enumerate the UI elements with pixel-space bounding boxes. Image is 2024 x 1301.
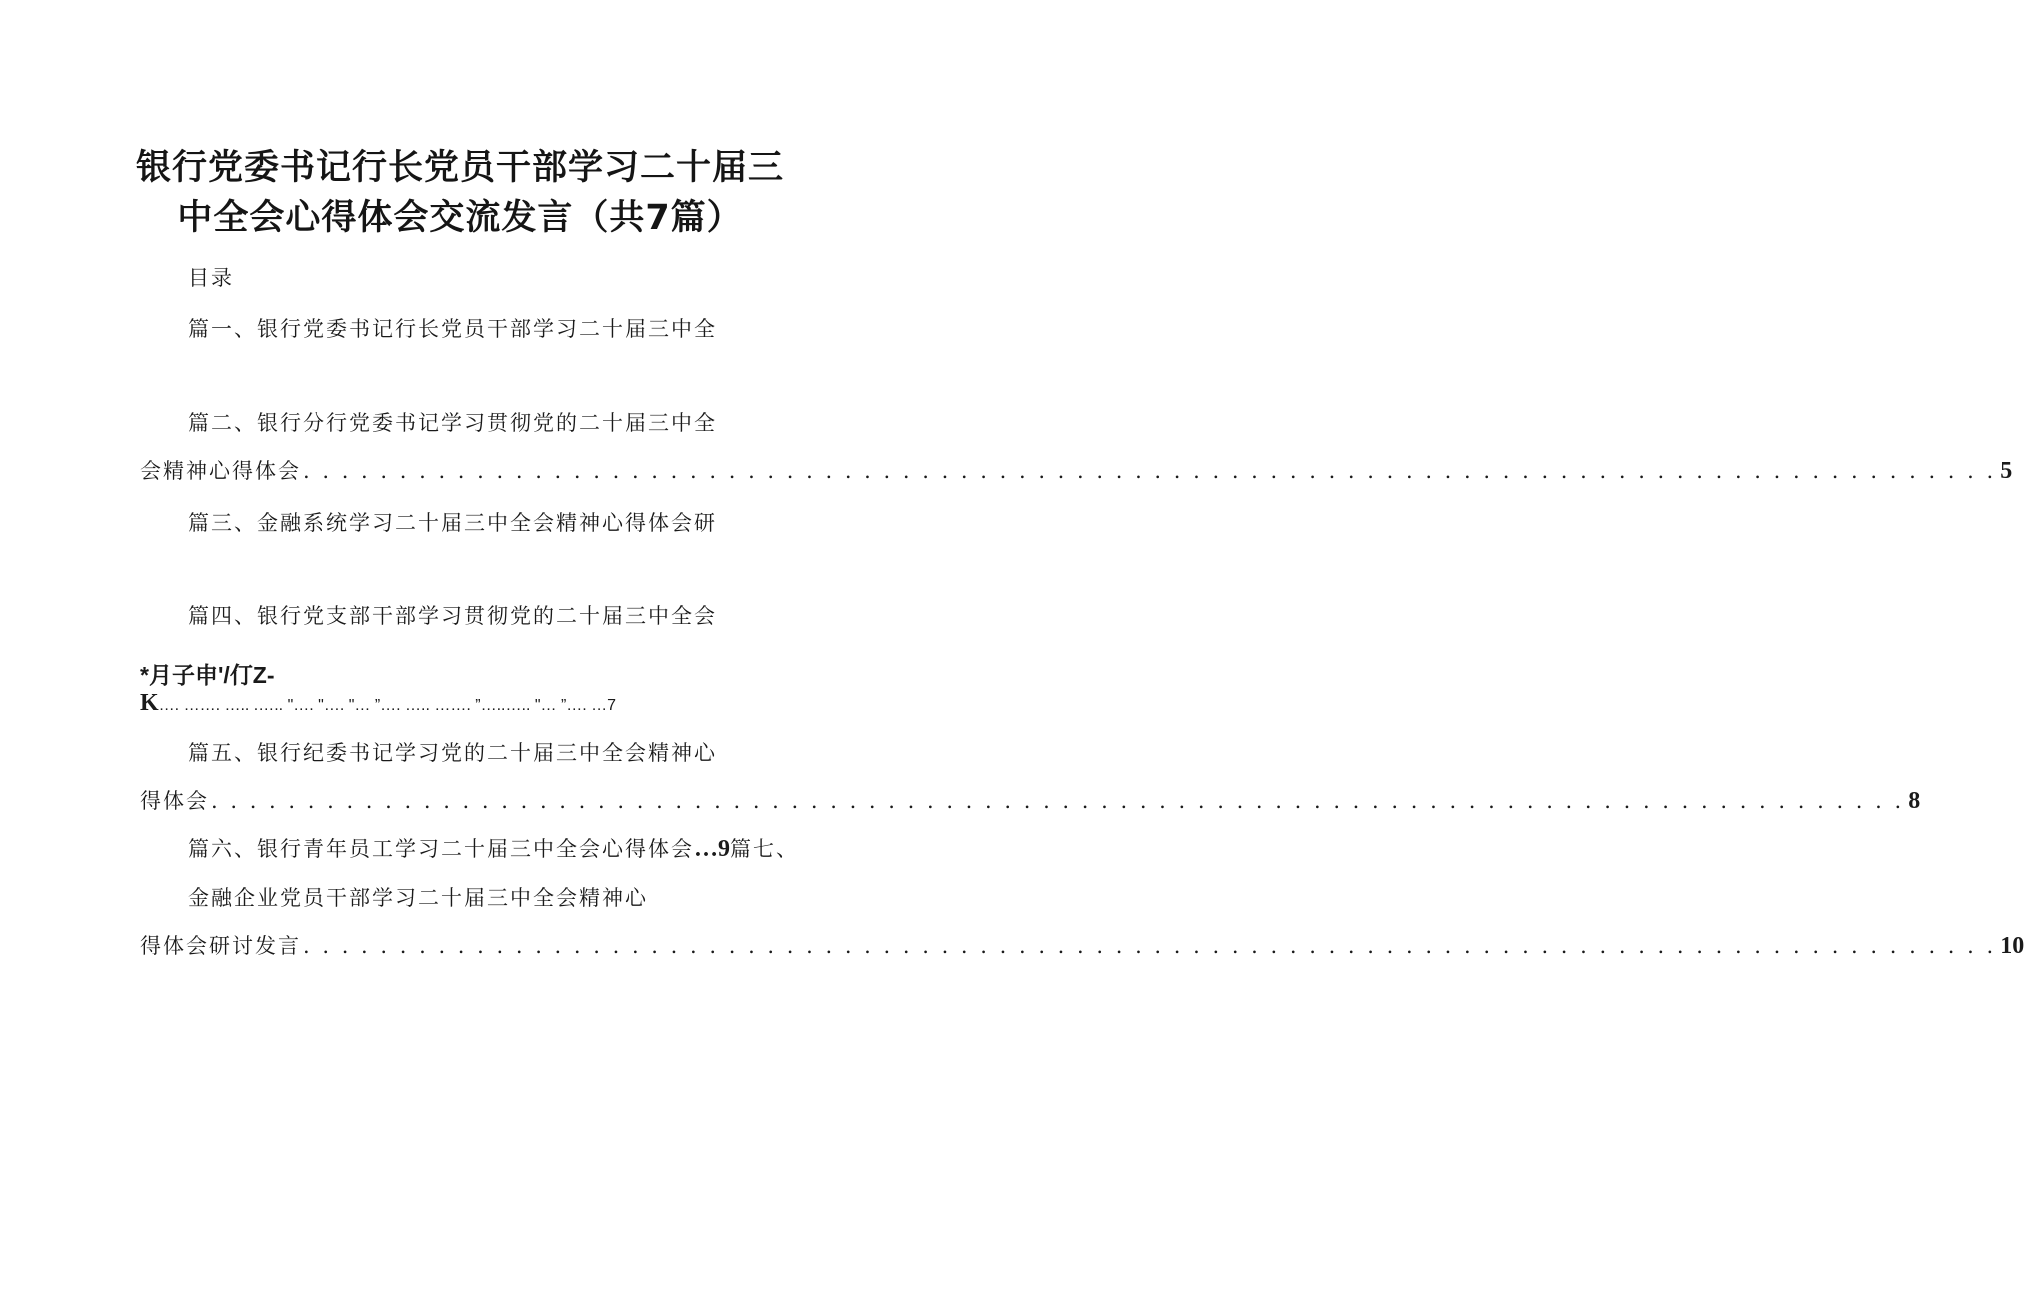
toc-item-4-garbled-line2 — [140, 690, 616, 717]
document-title-line2: 中全会心得体会交流发言（共7篇） — [177, 198, 743, 238]
toc-item-6-text: 篇六、银行青年员工学习二十届三中全会心得体会 — [188, 837, 694, 861]
toc-leader-dots: . . . . . . . . . . . . . . . . . . . . . . . . . . . . . . . . . . . . . . . . . . . . . . . . . . . . . . . . . . . . . . . . . . . . . . . . . . . . . . . . . . . . . . . . — [303, 459, 1997, 483]
toc-item-3: 篇三、金融系统学习二十届三中全会精神心得体会研 — [188, 511, 717, 535]
toc-item-7-line1: 金融企业党员干部学习二十届三中全会精神心 — [188, 886, 648, 910]
toc-item-2-line1: 篇二、银行分行党委书记学习贯彻党的二十届三中全 — [188, 411, 717, 435]
toc-item-5-line2: 得体会 — [140, 789, 209, 813]
toc-heading: 目录 — [188, 266, 234, 290]
toc-item-7-line2: 得体会研讨发言 — [140, 934, 301, 958]
toc-leader-dots: . . . . . . . . . . . . . . . . . . . . . . . . . . . . . . . . . . . . . . . . . . . . . . . . . . . . . . . . . . . . . . . . . . . . . . . . . . . . . . . . . . . . . . . . — [303, 934, 1997, 958]
toc-item-5-line1: 篇五、银行纪委书记学习党的二十届三中全会精神心 — [188, 741, 717, 765]
toc-item-7-page: 10 — [2000, 933, 2024, 959]
toc-item-1: 篇一、银行党委书记行长党员干部学习二十届三中全 — [188, 317, 717, 341]
document-title-line1: 银行党委书记行长党员干部学习二十届三 — [135, 148, 784, 188]
toc-item-6 — [188, 833, 799, 863]
toc-leader-dots: . . . . . . . . . . . . . . . . . . . . . . . . . . . . . . . . . . . . . . . . . . . . . . . . . . . . . . . . . . . . . . . . . . . . . . . . . . . . . . . . . . . . . . . . — [211, 789, 1905, 813]
toc-item-5-entry — [140, 785, 1921, 815]
toc-item-7-entry — [140, 930, 2024, 960]
toc-item-4-garbled-line1: *月子申'/仃Z- — [140, 662, 275, 688]
toc-item-4-garbled-dots: …. ……. ….. .….. "…. "…. "… ”…. ….. ……. ”…..….. "… ”…. …7 — [158, 697, 617, 714]
toc-item-2-entry — [140, 455, 2013, 485]
toc-item-2-line2: 会精神心得体会 — [140, 459, 301, 483]
toc-item-6-page: …9 — [694, 836, 730, 862]
toc-item-5-page: 8 — [1908, 788, 1921, 814]
toc-item-4-garbled-prefix: K — [140, 690, 159, 716]
toc-item-7-label: 篇七、 — [730, 837, 799, 861]
toc-item-4-line1: 篇四、银行党支部干部学习贯彻党的二十届三中全会 — [188, 604, 717, 628]
toc-item-2-page: 5 — [2000, 458, 2013, 484]
